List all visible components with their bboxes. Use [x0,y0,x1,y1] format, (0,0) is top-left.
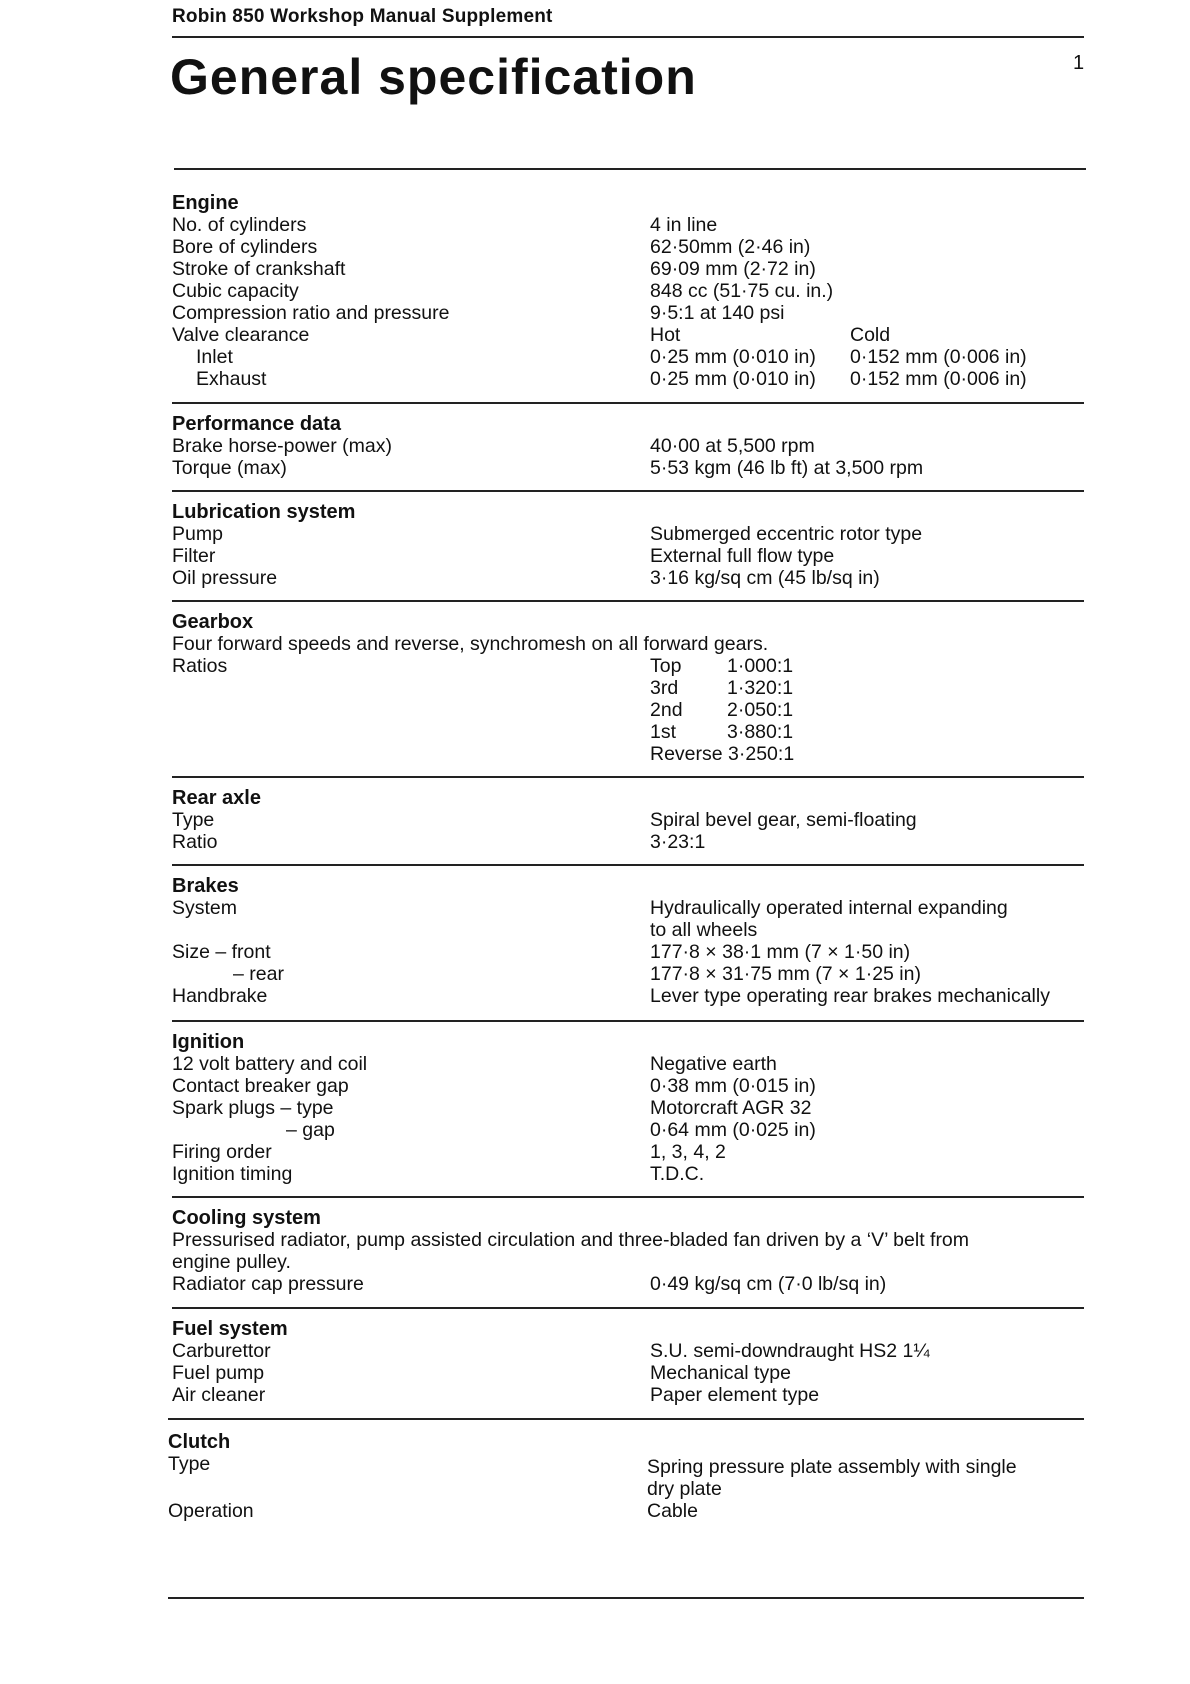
spec-value: 0·49 kg/sq cm (7·0 lb/sq in) [650,1273,887,1295]
spec-row [0,346,1190,368]
spec-value: Mechanical type [650,1362,791,1384]
spec-row [0,214,1190,236]
spec-value: Cable [647,1500,698,1522]
spec-value: Hydraulically operated internal expanding [650,897,1008,919]
spec-row [0,655,1190,677]
spec-row [0,567,1190,589]
spec-value: 40·00 at 5,500 rpm [650,435,815,457]
spec-row [0,1053,1190,1075]
footer-rule [168,1597,1084,1599]
spec-value: 69·09 mm (2·72 in) [650,258,816,280]
spec-label: Filter [172,545,216,567]
spec-value: Lever type operating rear brakes mechanically [650,985,1050,1007]
section-title: Performance data [172,413,341,435]
section-rule [172,402,1084,404]
spec-value: 177·8 × 31·75 mm (7 × 1·25 in) [650,963,921,985]
spec-row [0,1478,1190,1500]
spec-label: Firing order [172,1141,272,1163]
section-rule [172,1196,1084,1198]
spec-row [0,523,1190,545]
spec-value: Motorcraft AGR 32 [650,1097,812,1119]
column-header-cold: Cold [850,324,891,346]
spec-value: 0·152 mm (0·006 in) [850,368,1027,390]
section-title: Gearbox [172,611,254,633]
section-rule [168,1418,1084,1420]
ratio-name: 1st [650,721,677,743]
cooling-note: engine pulley. [172,1251,291,1273]
gearbox-note: Four forward speeds and reverse, synchromesh on all forward gears. [172,633,769,655]
spec-value: 0·64 mm (0·025 in) [650,1119,816,1141]
spec-row [0,897,1190,919]
spec-label: Brake horse-power (max) [172,435,392,457]
spec-label: Oil pressure [172,567,278,589]
ratio-name: 2nd [650,699,683,721]
spec-row [0,457,1190,479]
spec-value: 0·25 mm (0·010 in) [650,346,816,368]
spec-row [0,919,1190,941]
spec-row [0,831,1190,853]
section-title: Rear axle [172,787,261,809]
spec-row [0,1163,1190,1185]
section-rule [172,1307,1084,1309]
spec-row [0,324,1190,346]
spec-row [0,699,1190,721]
spec-row [0,1097,1190,1119]
section-title: Fuel system [172,1318,288,1340]
section-title: Cooling system [172,1207,321,1229]
spec-label: – rear [233,963,284,985]
spec-label: Torque (max) [172,457,287,479]
spec-value: 9·5:1 at 140 psi [650,302,785,324]
spec-value: 177·8 × 38·1 mm (7 × 1·50 in) [650,941,911,963]
spec-value: Negative earth [650,1053,777,1075]
spec-value: 3·23:1 [650,831,706,853]
spec-value: Submerged eccentric rotor type [650,523,923,545]
spec-label: – gap [286,1119,335,1141]
spec-row [0,809,1190,831]
spec-label: Spark plugs – type [172,1097,334,1119]
ratio-value: 2·050:1 [727,699,794,721]
ratio-value: 1·320:1 [727,677,794,699]
spec-label: Exhaust [196,368,267,390]
section-rule [172,864,1084,866]
spec-value: dry plate [647,1478,722,1500]
ratio-name: 3rd [650,677,679,699]
spec-label: Pump [172,523,223,545]
spec-label: No. of cylinders [172,214,307,236]
spec-label: Type [168,1453,211,1475]
spec-value: Paper element type [650,1384,820,1406]
spec-row [0,1384,1190,1406]
spec-label: Compression ratio and pressure [172,302,450,324]
page-number: 1 [1073,52,1085,74]
section-rule [172,776,1084,778]
spec-row [0,302,1190,324]
section-rule [172,490,1084,492]
section-title: Engine [172,192,239,214]
spec-row [0,1075,1190,1097]
spec-value: 0·38 mm (0·015 in) [650,1075,816,1097]
spec-row [0,545,1190,567]
title-rule [174,168,1086,170]
spec-value: 3·16 kg/sq cm (45 lb/sq in) [650,567,880,589]
spec-row [0,721,1190,743]
spec-label: Size – front [172,941,271,963]
spec-value: 848 cc (51·75 cu. in.) [650,280,834,302]
spec-value: S.U. semi-downdraught HS2 1¼ [650,1340,930,1362]
ratio-value: 3·880:1 [727,721,794,743]
spec-label: Inlet [196,346,233,368]
ratio-name: Top [650,655,682,677]
spec-row [0,963,1190,985]
spec-label: Bore of cylinders [172,236,318,258]
spec-row [0,985,1190,1007]
spec-value: 5·53 kgm (46 lb ft) at 3,500 rpm [650,457,924,479]
column-header-hot: Hot [650,324,681,346]
spec-label: Ratio [172,831,218,853]
section-title: Clutch [168,1431,231,1453]
spec-label: Valve clearance [172,324,310,346]
spec-value: 4 in line [650,214,718,236]
section-title: Ignition [172,1031,245,1053]
spec-label: Ratios [172,655,228,677]
spec-value: 0·25 mm (0·010 in) [650,368,816,390]
spec-row [0,435,1190,457]
spec-value: Spiral bevel gear, semi-floating [650,809,917,831]
spec-label: Type [172,809,215,831]
spec-value: External full flow type [650,545,835,567]
page-title: General specification [170,49,697,105]
spec-label: Carburettor [172,1340,271,1362]
spec-label: 12 volt battery and coil [172,1053,368,1075]
spec-value: to all wheels [650,919,758,941]
reverse-ratio: Reverse 3·250:1 [650,743,795,765]
spec-value: 0·152 mm (0·006 in) [850,346,1027,368]
spec-label: Radiator cap pressure [172,1273,364,1295]
spec-row [0,1119,1190,1141]
spec-label: Handbrake [172,985,268,1007]
spec-row [0,1500,1190,1522]
running-header: Robin 850 Workshop Manual Supplement [172,6,553,27]
spec-row [0,743,1190,765]
spec-value: Spring pressure plate assembly with single [647,1456,1017,1478]
section-title: Brakes [172,875,239,897]
spec-label: Stroke of crankshaft [172,258,346,280]
spec-label: Operation [168,1500,254,1522]
spec-value: 62·50mm (2·46 in) [650,236,811,258]
spec-value: 1, 3, 4, 2 [650,1141,726,1163]
spec-row [0,1340,1190,1362]
spec-row [0,1273,1190,1295]
ratio-value: 1·000:1 [727,655,794,677]
spec-row [0,1362,1190,1384]
spec-row [0,236,1190,258]
section-rule [172,600,1084,602]
spec-row [0,677,1190,699]
spec-label: Air cleaner [172,1384,266,1406]
cooling-note: Pressurised radiator, pump assisted circulation and three-bladed fan driven by a ‘V’ belt from [172,1229,970,1251]
spec-label: Ignition timing [172,1163,293,1185]
spec-row [0,1456,1190,1478]
spec-label: Cubic capacity [172,280,299,302]
spec-value: T.D.C. [650,1163,705,1185]
spec-row [0,941,1190,963]
section-title: Lubrication system [172,501,356,523]
spec-row [0,258,1190,280]
spec-row [0,280,1190,302]
spec-label: Fuel pump [172,1362,265,1384]
section-rule [172,1020,1084,1022]
header-rule [172,36,1084,38]
spec-row [0,368,1190,390]
spec-label: Contact breaker gap [172,1075,349,1097]
spec-row [0,1141,1190,1163]
spec-label: System [172,897,238,919]
